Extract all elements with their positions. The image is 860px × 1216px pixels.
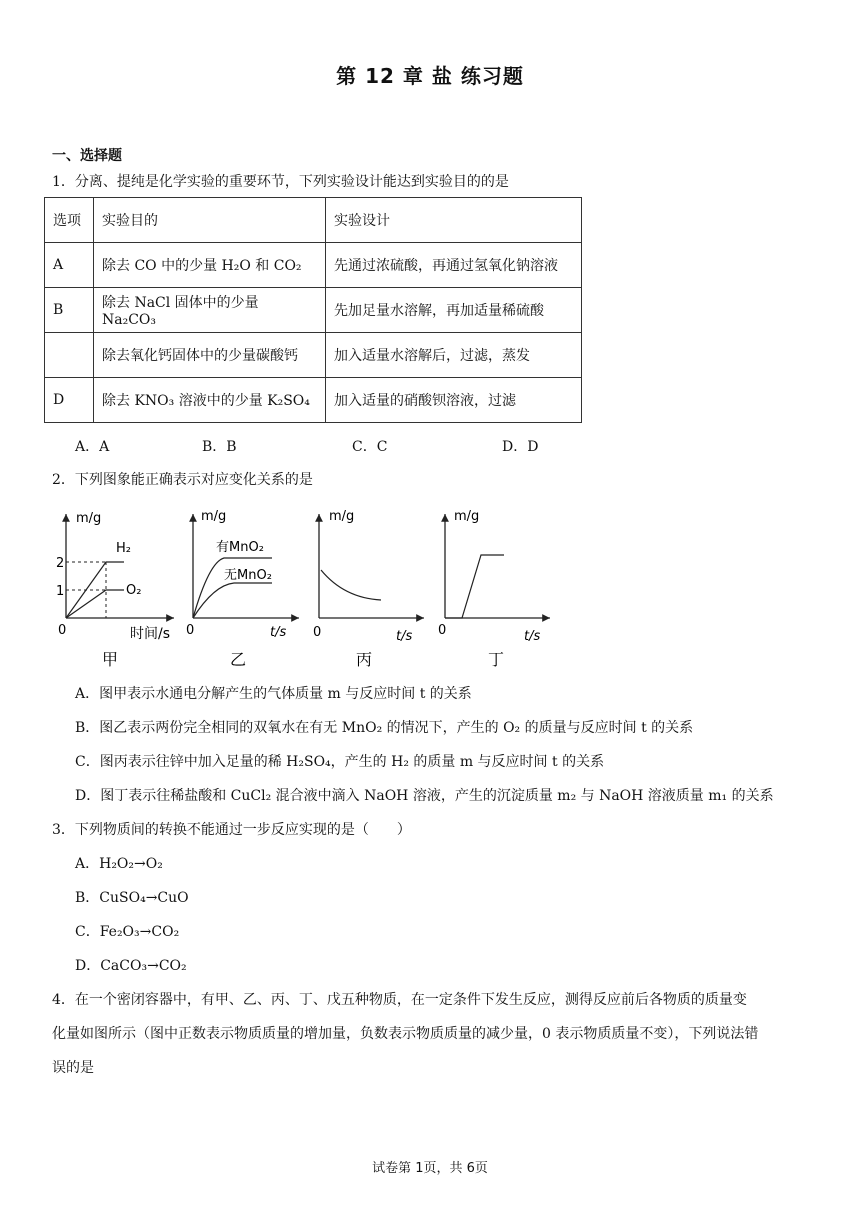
graph-name: 丁 [488,650,505,669]
table-row [45,243,582,288]
question-2-option-b[interactable]: B．图乙表示两份完全相同的双氧水在有无 MnO₂ 的情况下，产生的 O₂ 的质量与反应时间 t 的关系 [75,720,694,736]
table-row [45,288,582,333]
section-heading: 一、选择题 [52,148,122,164]
table-header-row [45,198,582,243]
page-title: 第 12 章 盐 练习题 [336,64,524,88]
option-cell [45,333,94,378]
graph-name: 甲 [102,650,119,669]
question-3-option-b[interactable]: B．CuSO₄→CuO [75,890,189,906]
goal-cell: 除去 CO 中的少量 H₂O 和 CO₂ [94,243,326,288]
origin-label: 0 [438,623,447,638]
x-axis-label: 时间/s [130,626,171,642]
x-axis-label: t/s [270,625,287,640]
goal-cell: 除去 NaCl 固体中的少量 Na₂CO₃ [94,288,326,333]
h2-label: H₂ [116,541,131,556]
graph-yi [186,509,299,669]
y-axis-label: m/g [329,509,355,524]
header-cell: 实验设计 [326,198,582,243]
question-3-stem: 3．下列物质间的转换不能通过一步反应实现的是（ ） [52,822,411,838]
question-1-choice-a[interactable]: A．A [75,439,110,455]
question-1-choice-c[interactable]: C．C [352,439,388,455]
question-4-stem-line-2: 化量如图所示（图中正数表示物质质量的增加量，负数表示物质质量的减少量，0 表示物质质量不变），下列说法错 [52,1026,759,1042]
question-3-option-a[interactable]: A．H₂O₂→O₂ [75,856,163,872]
question-1-stem: 1．分离、提纯是化学实验的重要环节，下列实验设计能达到实验目的的是 [52,174,509,190]
design-cell: 加入适量的硝酸钡溶液，过滤 [326,378,582,423]
h2-curve [321,570,381,600]
graph-name: 丙 [356,650,373,669]
tick-label: 2 [56,556,65,571]
without-catalyst-label: 无MnO₂ [224,568,272,583]
without-catalyst-curve [193,583,272,618]
question-2-option-c[interactable]: C．图丙表示往锌中加入足量的稀 H₂SO₄，产生的 H₂ 的质量 m 与反应时间 t 的关系 [75,754,605,770]
origin-label: 0 [186,623,195,638]
option-cell: A [45,243,94,288]
with-catalyst-label: 有MnO₂ [216,540,264,555]
page-footer: 试卷第 1页，共 6页 [372,1161,488,1176]
table-row [45,378,582,423]
tick-label: 1 [56,584,65,599]
header-cell: 实验目的 [94,198,326,243]
question-3-option-d[interactable]: D．CaCO₃→CO₂ [75,958,187,974]
o2-label: O₂ [126,583,142,598]
option-cell: B [45,288,94,333]
question-4-stem-line-3: 误的是 [52,1060,94,1076]
question-1-choice-d[interactable]: D．D [502,439,539,455]
question-2-stem: 2．下列图象能正确表示对应变化关系的是 [52,472,313,488]
o2-curve [66,590,124,618]
origin-label: 0 [58,623,67,638]
header-cell: 选项 [45,198,94,243]
y-axis-label: m/g [454,509,480,524]
graph-ding [438,509,550,669]
question-2-option-a[interactable]: A．图甲表示水通电分解产生的气体质量 m 与反应时间 t 的关系 [75,686,472,702]
graph-jia [56,511,174,669]
goal-cell: 除去 KNO₃ 溶液中的少量 K₂SO₄ [94,378,326,423]
goal-cell: 除去氧化钙固体中的少量碳酸钙 [94,333,326,378]
design-cell: 加入适量水溶解后，过滤，蒸发 [326,333,582,378]
precipitate-curve [445,555,504,618]
with-catalyst-curve [193,558,272,618]
question-1-choice-b[interactable]: B．B [202,439,237,455]
question-2-graphs [44,500,564,672]
option-cell: D [45,378,94,423]
y-axis-label: m/g [76,511,102,526]
question-1-table [44,197,582,423]
question-2-option-d[interactable]: D．图丁表示往稀盐酸和 CuCl₂ 混合液中滴入 NaOH 溶液，产生的沉淀质量 m₂ 与 NaOH 溶液质量 m₁ 的关系 [75,788,774,804]
graph-bing [313,509,424,669]
y-axis-label: m/g [201,509,227,524]
question-3-option-c[interactable]: C．Fe₂O₃→CO₂ [75,924,180,940]
x-axis-label: t/s [524,629,541,644]
table-row [45,333,582,378]
graph-name: 乙 [230,650,247,669]
design-cell: 先加足量水溶解，再加适量稀硫酸 [326,288,582,333]
design-cell: 先通过浓硫酸，再通过氢氧化钠溶液 [326,243,582,288]
question-4-stem-line-1: 4．在一个密闭容器中，有甲、乙、丙、丁、戊五种物质，在一定条件下发生反应，测得反应前后各物质的质量变 [52,992,747,1008]
origin-label: 0 [313,625,322,640]
x-axis-label: t/s [396,629,413,644]
